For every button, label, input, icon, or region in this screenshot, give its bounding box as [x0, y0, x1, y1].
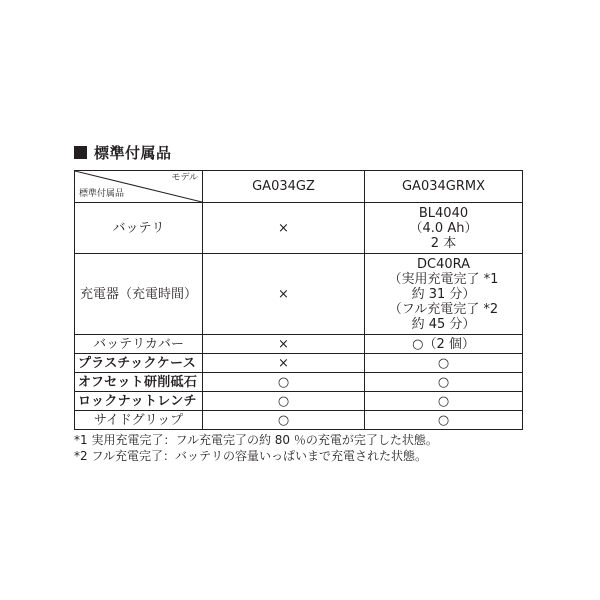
- table-cell: ○: [203, 373, 365, 392]
- corner-model-label: モデル: [171, 173, 198, 183]
- corner-accessory-label: 標準付属品: [79, 189, 125, 199]
- cell-line: ×: [278, 220, 289, 236]
- column-header: GA034GRMX: [365, 171, 523, 203]
- footnote: *2 フル充電完了：バッテリの容量いっぱいまで充電された状態。: [74, 449, 427, 463]
- square-bullet-icon: [74, 146, 87, 159]
- column-header: GA034GZ: [203, 171, 365, 203]
- table-row: [75, 392, 523, 411]
- table-cell: ×: [203, 335, 365, 354]
- accessories-table: [74, 170, 523, 430]
- section-heading: [74, 142, 172, 162]
- table-cell: [203, 203, 365, 254]
- table-cell: [365, 254, 523, 335]
- table-cell: ○（2 個）: [365, 335, 523, 354]
- table-row: [75, 254, 523, 335]
- cell-line: ×: [278, 286, 289, 302]
- table-corner-cell: [75, 171, 203, 203]
- cell-line: BL4040: [418, 205, 469, 221]
- table-cell: ×: [203, 354, 365, 373]
- table-cell: ○: [365, 354, 523, 373]
- row-label: サイドグリップ: [75, 411, 203, 430]
- cell-line: （実用充電完了 *1: [388, 271, 499, 287]
- footnotes: [74, 432, 438, 464]
- row-label: 充電器（充電時間）: [75, 254, 203, 335]
- table-row: [75, 411, 523, 430]
- table-cell: ○: [365, 392, 523, 411]
- row-label: バッテリカバー: [75, 335, 203, 354]
- cell-line: 2 本: [430, 235, 457, 251]
- table-cell: ○: [365, 373, 523, 392]
- row-label: プラスチックケース: [75, 354, 203, 373]
- cell-line: （フル充電完了 *2: [388, 301, 499, 317]
- cell-line: （4.0 Ah）: [409, 220, 478, 236]
- table-cell: ○: [203, 411, 365, 430]
- row-label: バッテリ: [75, 203, 203, 254]
- table-cell: [365, 203, 523, 254]
- table-row: [75, 373, 523, 392]
- footnote: *1 実用充電完了：フル充電完了の約 80 ％の充電が完了した状態。: [74, 433, 438, 447]
- table-header-row: [75, 171, 523, 203]
- table-row: [75, 335, 523, 354]
- table-cell: ○: [203, 392, 365, 411]
- table-row: [75, 354, 523, 373]
- cell-line: 約 45 分）: [411, 316, 476, 332]
- row-label: ロックナットレンチ: [75, 392, 203, 411]
- section-title: 標準付属品: [94, 143, 172, 162]
- cell-line: DC40RA: [416, 256, 471, 272]
- table-row: [75, 203, 523, 254]
- cell-line: 約 31 分）: [411, 286, 476, 302]
- table-cell: [203, 254, 365, 335]
- table-cell: ○: [365, 411, 523, 430]
- row-label: オフセット研削砥石: [75, 373, 203, 392]
